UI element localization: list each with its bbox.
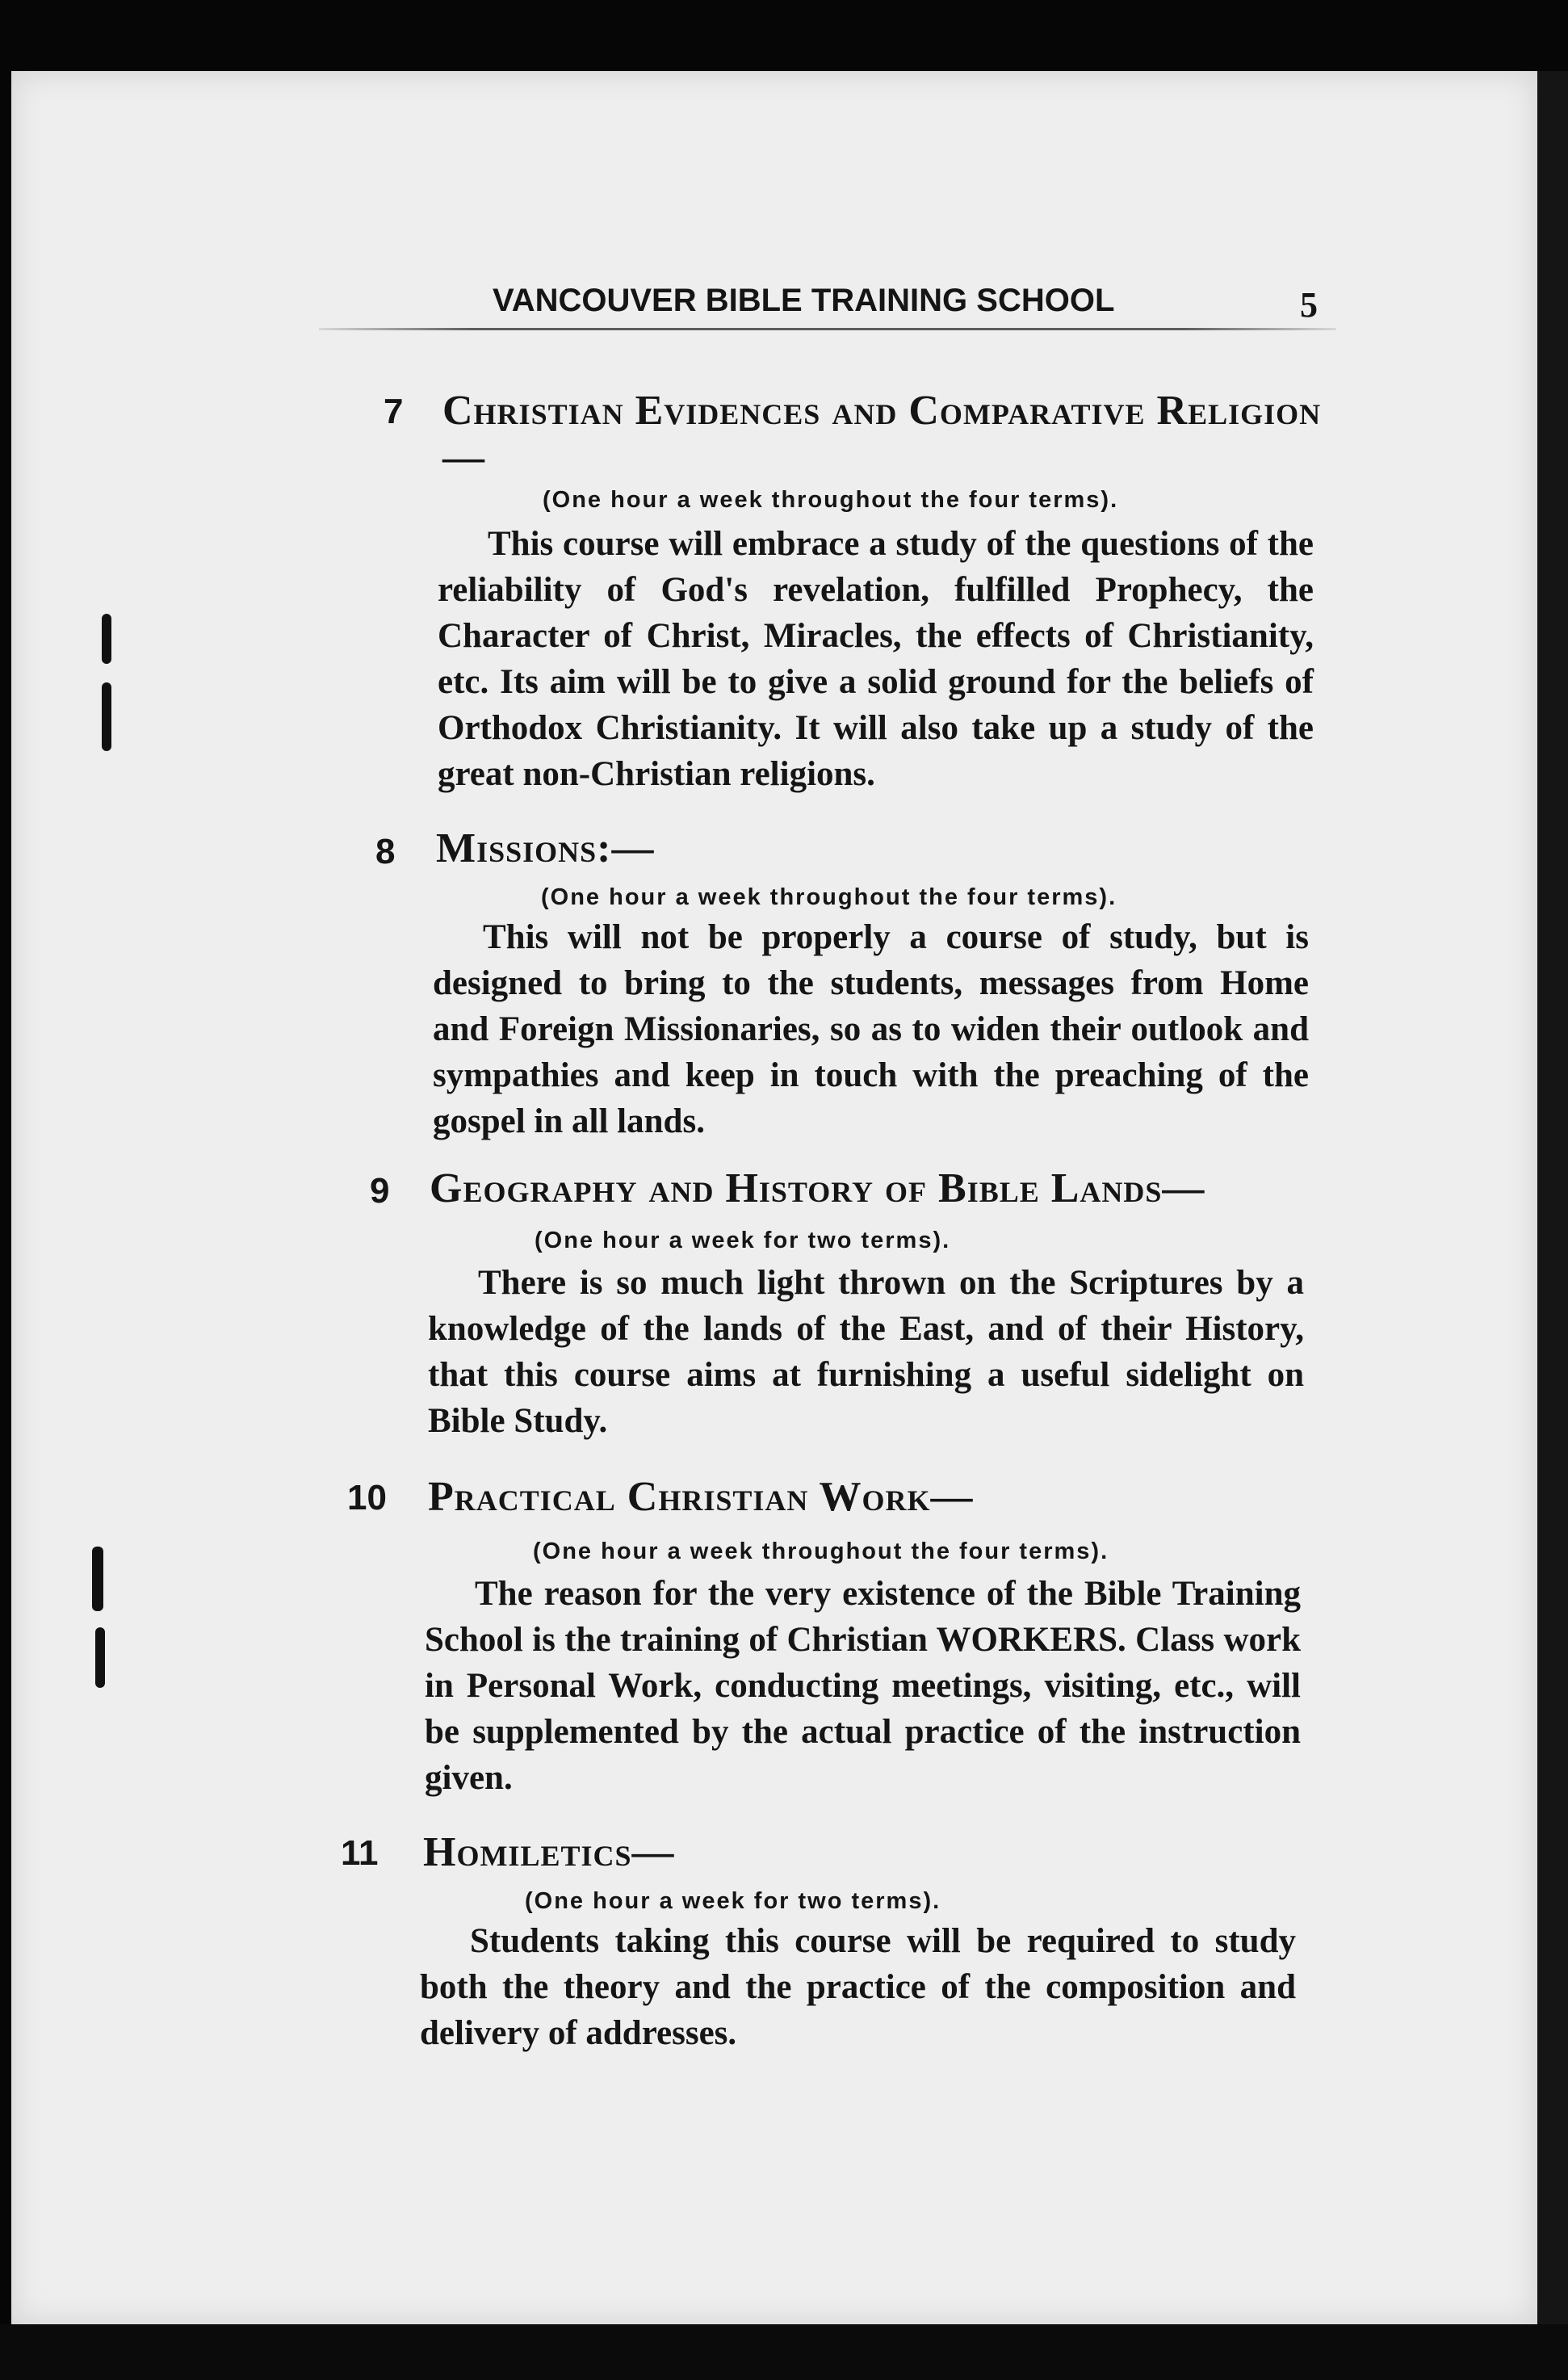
section-title: Christian Evidences and Comparative Religion— xyxy=(442,388,1322,481)
section-title: Practical Christian Work— xyxy=(428,1474,974,1520)
section-body: Students taking this course will be required to study both the theory and the practice of the composition and delivery of addresses. xyxy=(420,1922,1296,2052)
section-number: 8 xyxy=(375,832,396,871)
section-body: This will not be properly a course of study, but is designed to bring to the students, messages from Home and Foreign Missionaries, so as to widen their outlook and sympathies and keep in touch with the preaching of the gospel in all lands. xyxy=(433,918,1309,1140)
binding-mark xyxy=(102,682,111,751)
section-note: (One hour a week throughout the four terms). xyxy=(533,1538,1109,1564)
section-body: The reason for the very existence of the Bible Training School is the training of Christian WORKERS. Class work in Personal Work, conducting meetings, visiting, etc., will be supplemented by the actual practice of the instruction given. xyxy=(425,1575,1301,1797)
section-number: 11 xyxy=(341,1833,379,1873)
binding-mark xyxy=(92,1547,103,1611)
section-body: There is so much light thrown on the Scriptures by a knowledge of the lands of the East, and of their History, that this course aims at furnishing a useful sidelight on Bible Study. xyxy=(428,1264,1304,1440)
section-note: (One hour a week throughout the four terms). xyxy=(541,884,1117,910)
running-header: VANCOUVER BIBLE TRAINING SCHOOL xyxy=(493,283,1115,318)
page-edge-bottom xyxy=(0,2324,1568,2380)
header-rule xyxy=(319,328,1336,330)
section-note: (One hour a week for two terms). xyxy=(535,1228,951,1253)
section-note: (One hour a week throughout the four terms). xyxy=(543,487,1119,513)
section-number: 7 xyxy=(384,392,404,431)
binding-mark xyxy=(95,1627,105,1688)
section-title: Geography and History of Bible Lands— xyxy=(430,1165,1205,1211)
page-number: 5 xyxy=(1300,285,1318,325)
page-edge-right xyxy=(1537,71,1568,2324)
binding-mark xyxy=(102,614,111,664)
section-note: (One hour a week for two terms). xyxy=(525,1888,941,1914)
section-title: Homiletics— xyxy=(423,1829,675,1875)
section-title: Missions:— xyxy=(436,825,655,871)
section-number: 10 xyxy=(347,1478,387,1517)
section-body: This course will embrace a study of the questions of the reliability of God's revelation, fulfilled Prophecy, the Character of Christ, Miracles, the effects of Christianity, etc. Its aim will be to give a solid ground for the beliefs of Orthodox Christianity. It will also take up a study of the great non-Christian religions. xyxy=(438,525,1314,793)
section-number: 9 xyxy=(370,1171,390,1211)
